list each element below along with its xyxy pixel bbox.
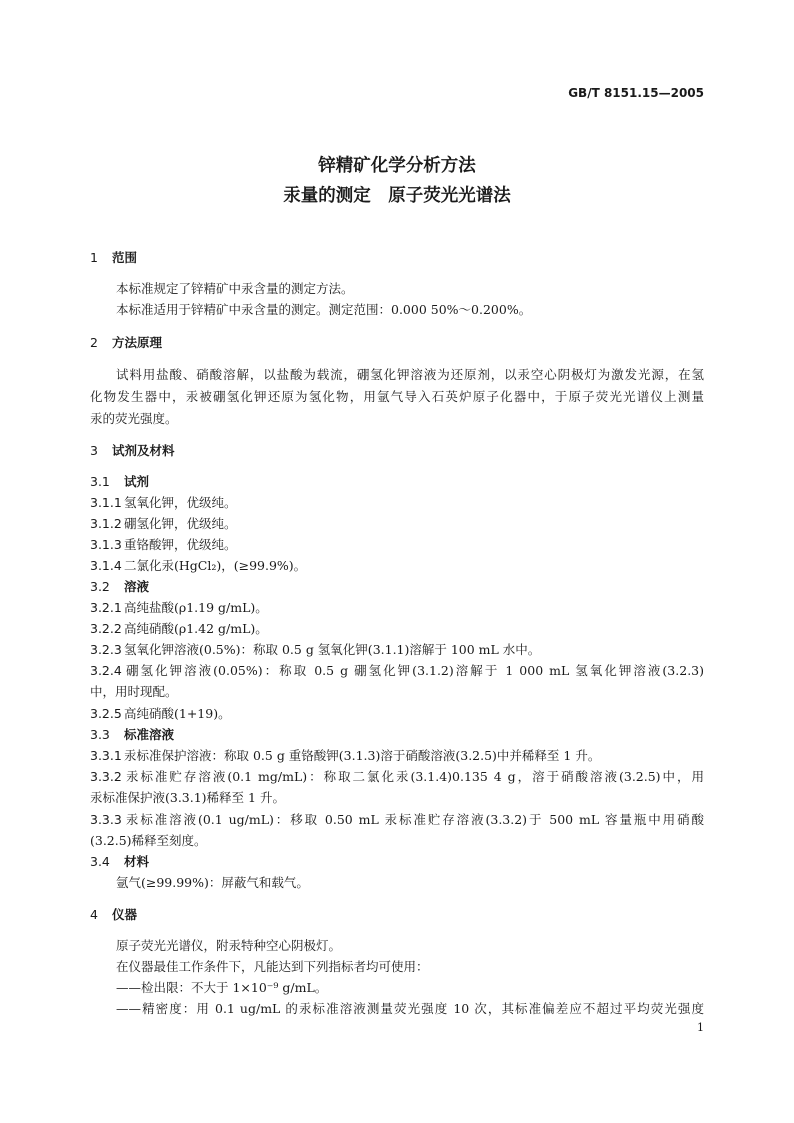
page-number: 1 [697, 1021, 704, 1034]
clause-3-3-3-continued: (3.2.5)稀释至刻度。 [90, 833, 207, 848]
paragraph: 氩气(≥99.99%)：屏蔽气和载气。 [116, 875, 309, 890]
clause-3-2-2: 3.2.2 高纯硝酸(ρ1.42 g/mL)。 [90, 621, 268, 636]
subsection-3-3-heading: 3.3 标准溶液 [90, 727, 175, 742]
clause-3-2-3: 3.2.3 氢氧化钾溶液(0.5%)：称取 0.5 g 氢氧化钾(3.1.1)溶解于 100 mL 水中。 [90, 642, 541, 657]
section-1-heading: 1 范围 [90, 250, 138, 265]
clause-3-1-2: 3.1.2 硼氢化钾，优级纯。 [90, 516, 237, 531]
clause-3-2-4: 3.2.4 硼氢化钾溶液(0.05%)：称取 0.5 g 硼氢化钾(3.1.2)溶解于 1 000 mL 氢氧化钾溶液(3.2.3) [90, 663, 704, 678]
subsection-3-2-heading: 3.2 溶液 [90, 579, 150, 594]
list-item: ——精密度：用 0.1 ug/mL 的汞标准溶液测量荧光强度 10 次，其标准偏差应不超过平均荧光强度 [116, 1001, 704, 1016]
section-3-heading: 3 试剂及材料 [90, 443, 175, 458]
paragraph-line: 试料用盐酸、硝酸溶解，以盐酸为载流，硼氢化钾溶液为还原剂，以汞空心阴极灯为激发光源，在氢 [116, 367, 704, 382]
document-title-line2: 汞量的测定 原子荧光光谱法 [283, 186, 511, 206]
subsection-3-1-heading: 3.1 试剂 [90, 474, 150, 489]
paragraph: 原子荧光光谱仪，附汞特种空心阴极灯。 [116, 938, 342, 953]
clause-3-1-3: 3.1.3 重铬酸钾，优级纯。 [90, 537, 237, 552]
clause-3-3-2: 3.3.2 汞标准贮存溶液(0.1 mg/mL)：称取二氯化汞(3.1.4)0.135 4 g，溶于硝酸溶液(3.2.5)中，用 [90, 769, 704, 784]
list-item: ——检出限：不大于 1×10⁻⁹ g/mL。 [116, 980, 328, 995]
clause-3-3-2-continued: 汞标准保护液(3.3.1)稀释至 1 升。 [90, 790, 285, 805]
clause-3-1-1: 3.1.1 氢氧化钾，优级纯。 [90, 495, 237, 510]
clause-3-3-3: 3.3.3 汞标准溶液(0.1 ug/mL)：移取 0.50 mL 汞标准贮存溶液(3.3.2)于 500 mL 容量瓶中用硝酸 [90, 812, 704, 827]
clause-3-2-5: 3.2.5 高纯硝酸(1+19)。 [90, 706, 231, 721]
clause-3-3-1: 3.3.1 汞标准保护溶液：称取 0.5 g 重铬酸钾(3.1.3)溶于硝酸溶液(3.2.5)中并稀释至 1 升。 [90, 748, 601, 763]
paragraph: 在仪器最佳工作条件下，凡能达到下列指标者均可使用： [116, 959, 429, 974]
clause-3-2-1: 3.2.1 高纯盐酸(ρ1.19 g/mL)。 [90, 600, 268, 615]
section-2-heading: 2 方法原理 [90, 335, 163, 350]
document-title-line1: 锌精矿化学分析方法 [318, 156, 476, 176]
paragraph: 本标准适用于锌精矿中汞含量的测定。测定范围：0.000 50%～0.200%。 [116, 302, 532, 317]
paragraph-line: 汞的荧光强度。 [90, 411, 178, 426]
paragraph-line: 化物发生器中，汞被硼氢化钾还原为氢化物，用氩气导入石英炉原子化器中，于原子荧光光谱仪上测量 [90, 389, 704, 404]
section-4-heading: 4 仪器 [90, 907, 138, 922]
paragraph: 本标准规定了锌精矿中汞含量的测定方法。 [116, 281, 354, 296]
clause-3-2-4-continued: 中，用时现配。 [90, 684, 178, 699]
subsection-3-4-heading: 3.4 材料 [90, 854, 150, 869]
standard-number: GB/T 8151.15—2005 [568, 86, 704, 100]
clause-3-1-4: 3.1.4 二氯化汞(HgCl₂)，(≥99.9%)。 [90, 558, 307, 573]
